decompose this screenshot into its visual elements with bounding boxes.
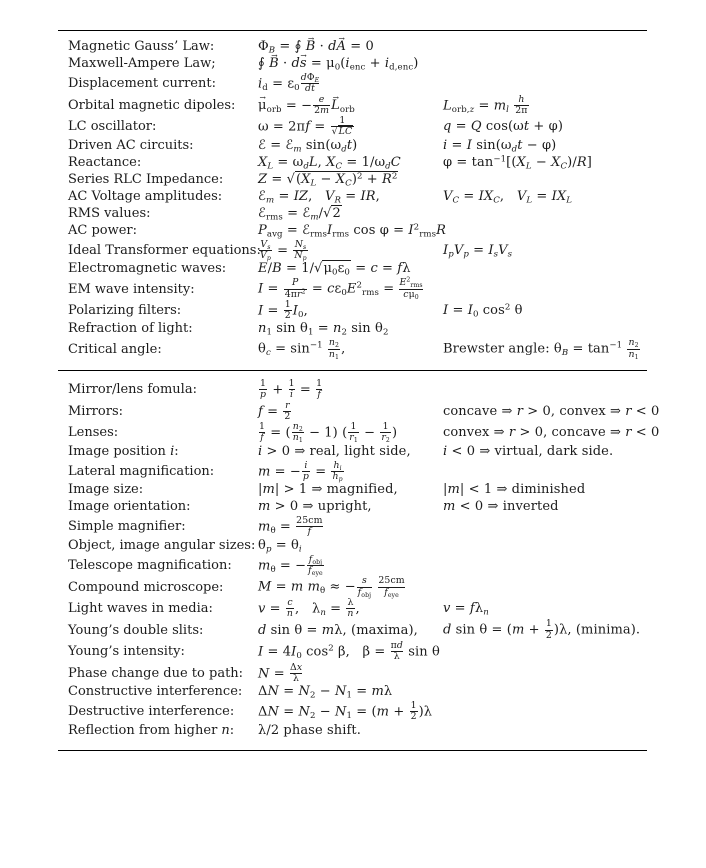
row-label: Light waves in media: [68,601,213,617]
row-label: AC Voltage amplitudes: [68,188,223,204]
row-formula: I = $\frac{P}{4\pi r^2}$ = $c\varepsilon_0E^2_{rms}$ = $\frac{E^2_{rms}}{c\mu_0}$ [258,276,423,301]
row-formula: $n_1$ $\sin \theta_1 = n_2$ $\sin \theta_2$ [258,321,389,338]
row-label: Lateral magnification: [68,463,215,479]
row-label: Refraction of light: [68,321,193,337]
row-note: d sin θ = (m + $\frac{1}{2}$ )λ, (minima). [443,618,641,641]
row-formula: $Z = √(X_L - X_C)^2 + R^2$ [258,170,398,189]
row-formula: $\frac{1}{p}$ + $\frac{1}{i}$ = $\frac{1}{f}$ [260,377,323,401]
row-label: Phase change due to path: [68,665,244,681]
row-formula: $X_L = \omega_dL$, $X_C = 1/\omega_dC$ [258,154,401,172]
row-note: $I = I_0$ $\cos^2 \theta$ [443,302,523,320]
row-label: Image orientation: [68,499,191,515]
formula-row [68,444,647,461]
row-label: RMS values: [68,205,151,221]
row-label: AC power: [68,222,138,238]
row-label: Electromagnetic waves: [68,261,227,277]
formula-row [68,56,647,73]
formula-row [68,223,647,240]
row-formula: $P_{avg}$ = $ℰ_{rms}I_{rms}$ $\cos \varphi = I^2_{rms}R$ [258,221,447,240]
row-note: i = I $\sin(\omega_dt - \varphi)$ [443,137,557,155]
row-formula: $\frac{V_s}{V_p}$ = $\frac{N_s}{N_p}$ [260,238,307,262]
section-electromagnetism [58,31,647,370]
row-formula: $\theta_c = \sin^{-1}$ $\frac{n_2}{n_1}$ , [258,337,346,361]
row-formula: ℰ$_m$ = IZ, $V_R$ = IR, [258,188,380,206]
row-label: Simple magnifier: [68,519,186,535]
formula-row [68,684,647,701]
row-formula: $\Phi_B$ = ∮ B → · dA → = 0 [258,39,443,56]
row-note: concave ⇒ r > 0, convex ⇒ r < 0 [443,403,660,419]
formula-row [68,206,647,223]
row-formula: λ/2 phase shift. [258,722,361,738]
formula-row [68,116,647,138]
row-label: Mirrors: [68,403,123,419]
row-note: $\varphi = \tan^{-1}[(X_L - X_C)/R]$ [443,153,592,172]
row-label: Displacement current: [68,76,216,92]
row-label: Object, image angular sizes: [68,537,256,553]
formula-row [68,399,660,423]
row-label: Reactance: [68,154,142,170]
row-label: LC oscillator: [68,119,157,135]
formula-row [68,619,647,641]
formula-row [68,641,647,663]
row-label: Constructive interference: [68,684,243,700]
formula-row [68,461,647,483]
row-formula: $\mu \to_{orb}$ = − $\frac{e}{2m}$ $L \to_{orb}$ [258,95,443,117]
row-formula: |m| > 1 ⇒ magnified, [258,482,398,498]
row-formula: $\frac{1}{f}$ = ( $\frac{n_2}{n_1}$ − 1) ( $\frac{1}{r_1}$ − $\frac{1}{r_2}$ ) [259,421,398,445]
row-formula: ℰ$_{rms}$ = ℰ$_m$/√2 [258,205,341,223]
row-label: Polarizing filters: [68,303,182,319]
row-note: $V_C = IX_C$, $V_L = IX_L$ [443,188,572,206]
row-label: EM wave intensity: [68,281,195,297]
row-note: i < 0 ⇒ virtual, dark side. [443,443,614,459]
row-label: Image position i: [68,443,179,459]
formula-row [68,701,647,723]
formula-row [68,278,647,300]
row-formula: d sin θ = mλ, (maxima), [258,622,418,638]
formula-row [68,172,647,189]
row-formula: m = − $\frac{i}{p}$ = $\frac{h_i}{h_p}$ [258,459,343,483]
formula-row [68,555,647,577]
row-formula: M = m $m_\theta$ ≈ − $\frac{s}{f_{obj}}$ $\frac{25cm}{f_{eye}}$ [258,575,405,599]
row-formula: $\Delta N = N_2 - N_1 = (m$ + $\frac{1}{2}$ )λ [258,700,433,723]
row-formula: $E/B = 1/√\mu_0\varepsilon_0 = c = f\lambda$ [258,261,411,278]
formula-row [68,482,647,499]
formula-row [68,598,647,620]
formula-row [68,261,647,278]
row-formula: $\theta_p = \theta_i$ [258,537,302,555]
formula-row [68,516,647,538]
row-formula: I = $\frac{1}{2}$ $I_0$, [258,298,308,322]
row-label: Young’s intensity: [68,644,185,660]
row-label: Lenses: [68,425,119,441]
row-note: $v = f\lambda_n$ [443,601,489,618]
row-label: Destructive interference: [68,704,235,720]
formula-row [68,189,647,206]
row-formula: $\Delta N = N_2 - N_1 = m\lambda$ [258,684,393,701]
row-formula: m > 0 ⇒ upright, [258,499,372,515]
formula-row [68,300,647,322]
row-label: Maxwell-Ampere Law; [68,56,216,71]
row-label: Series RLC Impedance: [68,171,224,187]
row-label: Reflection from higher n: [68,722,235,738]
formula-row [68,499,647,516]
row-note: m < 0 ⇒ inverted [443,499,559,515]
formula-row [68,576,647,598]
row-label: Orbital magnetic dipoles: [68,97,236,113]
row-label: Critical angle: [68,341,162,357]
row-formula: $i_d = \varepsilon_0$ $\frac{d\Phi_E}{dt}$ [258,72,320,95]
row-note: $L_{orb,z} = m_l$ $\frac{h}{2\pi}$ [443,93,528,116]
formula-row [68,138,647,155]
formula-row [68,73,647,95]
row-label: Image size: [68,482,144,498]
formula-row [68,421,660,445]
row-formula: ω = 2πf = $\frac{1}{√LC}$ [258,115,353,138]
row-formula: $m_\theta$ = − $\frac{f_{obj}}{f_{eye}}$ [258,553,323,577]
formula-row [68,155,647,172]
row-note: convex ⇒ r > 0, concave ⇒ r < 0 [443,425,660,441]
formula-sheet [58,30,660,751]
row-label: Telescope magnification: [68,558,232,574]
row-formula: v = $\frac{c}{n}$ , $\lambda_n$ = $\frac{\lambda}{n}$ , [258,596,360,620]
row-label: Young’s double slits: [68,622,204,638]
bottom-rule [58,750,647,751]
row-formula: f = $\frac{r}{2}$ [258,399,291,422]
section-optics [58,371,660,750]
formula-row [68,663,647,685]
row-formula: N = $\frac{\Delta x}{\lambda}$ [258,661,303,684]
formula-row [68,723,647,740]
row-note: Brewster angle: $\theta_B = \tan^{-1}$ $\frac{n_2}{n_1}$ [443,337,639,361]
row-formula: $I = 4I_0$ $\cos^2 \beta$, β = $\frac{\pi d}{\lambda}$ sin θ [258,640,440,663]
formula-row [68,39,647,56]
row-note: q = Q cos(ωt + φ) [443,119,564,135]
row-formula: i > 0 ⇒ real, light side, [258,443,411,459]
row-note: $I_pV_p = I_sV_s$ [443,242,513,260]
row-label: Magnetic Gauss’ Law: [68,39,215,54]
formula-row [68,95,647,117]
formula-row [68,321,647,338]
formula-row [68,240,647,262]
row-formula: ∮ B → · ds → = $\mu_0(i_{enc} + i_{d,enc})$ [258,56,443,73]
row-label: Mirror/lens fomula: [68,382,197,398]
row-label: Driven AC circuits: [68,137,194,153]
formula-row [68,538,647,555]
formula-row [68,338,647,360]
formula-row [68,379,647,401]
row-note: |m| < 1 ⇒ diminished [443,482,586,498]
row-formula: $m_\theta$ = $\frac{25cm}{f}$ [258,515,323,538]
row-label: Compound microscope: [68,579,224,595]
row-formula: ℰ = ℰ$_m$ $\sin(\omega_dt)$ [258,137,358,155]
row-label: Ideal Transformer equations: [68,242,261,258]
